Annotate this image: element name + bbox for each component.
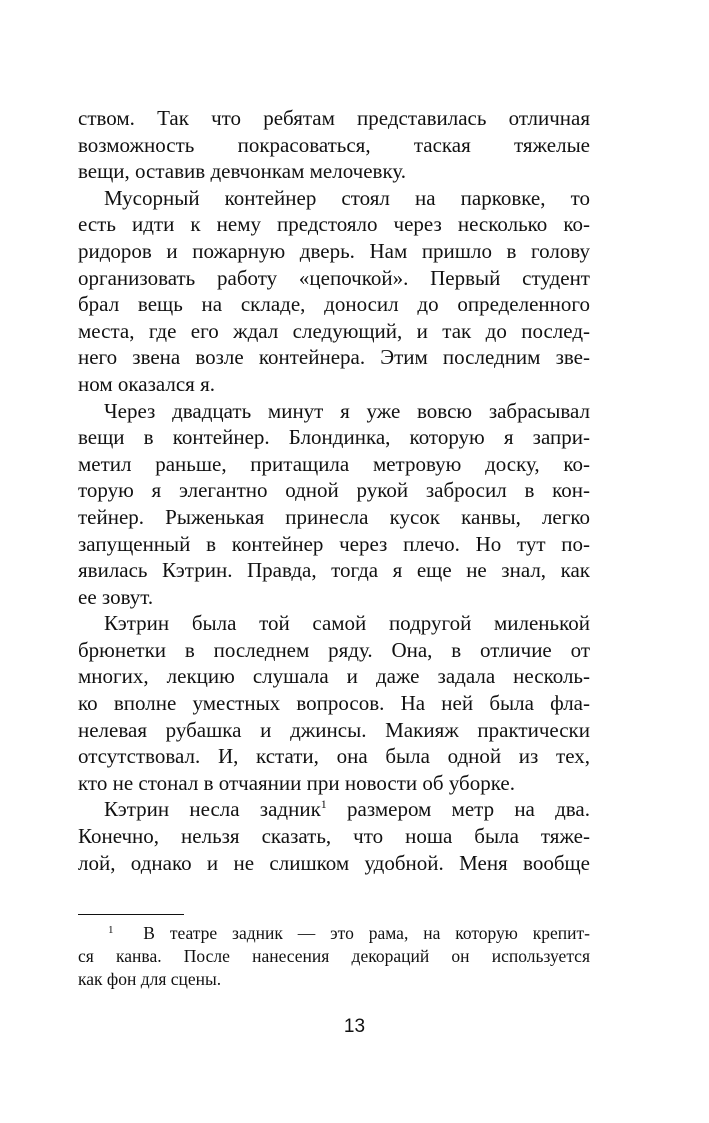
text-line: кто не стонал в отчаянии при новости об уборке. bbox=[78, 770, 515, 795]
footnote-line: ся канва. После нанесения декораций он используется bbox=[78, 946, 590, 966]
text-line: отсутствовал. И, кстати, она была одной из тех, bbox=[78, 744, 590, 769]
text-line: Через двадцать минут я уже вовсю забрасывал bbox=[104, 398, 590, 423]
footnote-reference[interactable]: 1 bbox=[320, 797, 327, 812]
text-line: вещи, оставив девчонкам мелочевку. bbox=[78, 159, 407, 184]
text-line: многих, лекцию слушала и даже задала несколь- bbox=[78, 664, 590, 689]
footnote-text: В театре задник — это рама, на которую крепит- bbox=[143, 923, 590, 943]
text-line: Конечно, нельзя сказать, что ноша была тяже- bbox=[78, 824, 590, 849]
text-line: торую я элегантно одной рукой забросил в кон- bbox=[78, 478, 590, 503]
text-fragment: размером метр на два. bbox=[347, 797, 590, 822]
text-line: метил раньше, притащила метровую доску, ко- bbox=[78, 451, 590, 476]
body-text bbox=[78, 105, 590, 876]
text-line: лой, однако и не слишком удобной. Меня вообще bbox=[78, 850, 590, 875]
text-line: ном оказался я. bbox=[78, 371, 216, 396]
text-line: ством. Так что ребятам представилась отличная bbox=[78, 106, 590, 130]
text-line: есть идти к нему предстояло через несколько ко- bbox=[78, 212, 590, 237]
text-line: явилась Кэтрин. Правда, тогда я еще не знал, как bbox=[78, 558, 590, 583]
footnote-marker: 1 bbox=[108, 924, 114, 936]
text-line: ридоров и пожарную дверь. Нам пришло в голову bbox=[78, 238, 590, 263]
text-line: вещи в контейнер. Блондинка, которую я запри- bbox=[78, 425, 590, 450]
text-line: ее зовут. bbox=[78, 584, 154, 609]
text-fragment: Кэтрин несла задник bbox=[104, 797, 321, 822]
text-line: брюнетки в последнем ряду. Она, в отличие от bbox=[78, 637, 590, 662]
text-line: тейнер. Рыженькая принесла кусок канвы, легко bbox=[78, 504, 590, 529]
footnote-line bbox=[78, 922, 590, 945]
text-line: нелевая рубашка и джинсы. Макияж практически bbox=[78, 717, 590, 742]
text-line: места, где его ждал следующий, и так до послед- bbox=[78, 318, 590, 343]
text-line: Кэтрин была той самой подругой миленькой bbox=[104, 611, 590, 636]
text-line: него звена возле контейнера. Этим последним зве- bbox=[78, 345, 590, 370]
text-line: брал вещь на складе, доносил до определенного bbox=[78, 292, 590, 317]
footnote-divider bbox=[78, 914, 184, 915]
footnote-line: как фон для сцены. bbox=[78, 969, 222, 989]
text-line: ко вполне уместных вопросов. На ней была фла- bbox=[78, 691, 590, 716]
footnote bbox=[78, 922, 590, 991]
text-line-with-footnote-ref bbox=[78, 796, 590, 823]
text-line: возможность покрасоваться, таская тяжелые bbox=[78, 132, 590, 157]
text-line: организовать работу «цепочкой». Первый студент bbox=[78, 265, 590, 290]
text-line: запущенный в контейнер через плечо. Но тут по- bbox=[78, 531, 590, 556]
text-line: Мусорный контейнер стоял на парковке, то bbox=[104, 185, 590, 210]
page-number: 13 bbox=[343, 1016, 366, 1037]
